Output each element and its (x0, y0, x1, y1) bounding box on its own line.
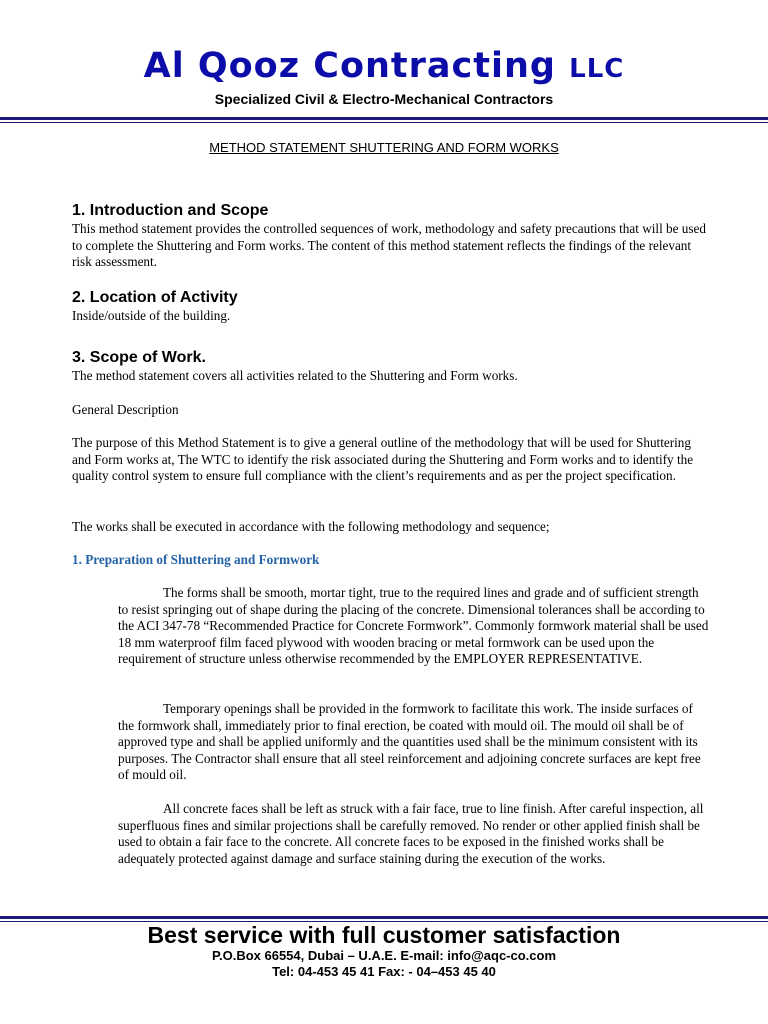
footer-phone: Tel: 04-453 45 41 Fax: - 04–453 45 40 (272, 964, 496, 979)
document-title: METHOD STATEMENT SHUTTERING AND FORM WORKS (209, 140, 559, 155)
section-heading: 2. Location of Activity (72, 289, 238, 306)
company-suffix: LLC (569, 54, 625, 84)
section-heading: 3. Scope of Work. (72, 349, 206, 366)
footer-slogan: Best service with full customer satisfaction (147, 922, 621, 948)
company-tagline: Specialized Civil & Electro-Mechanical Contractors (214, 91, 554, 107)
paragraph-text: Temporary openings shall be provided in the formwork to facilitate this work. The inside surfaces of the formwork shall, immediately prior to final erection, be coated with mould oil. The mould oil shall be of approved type and shall be applied uniformly and the quantities used shall be the minimum consistent with its purposes. The Contractor shall ensure that all steel reinforcement and adjoining concrete surfaces are kept free of mould oil. (118, 701, 701, 782)
section-body: The method statement covers all activities related to the Shuttering and Form works. (72, 368, 518, 383)
company-name-text: Al Qooz Contracting (143, 46, 556, 86)
general-description-label: General Description (72, 402, 179, 417)
paragraph-text: All concrete faces shall be left as struck with a fair face, true to line finish. After careful inspection, all superfluous fines and similar projections shall be carefully removed. No render or other applied finish shall be used to obtain a fair face to the concrete. All concrete faces to be exposed in the finished works shall be adequately protected against damage and surface staining during the execution of the works. (118, 801, 704, 866)
section-body: This method statement provides the controlled sequences of work, methodology and safety precautions that will be used to complete the Shuttering and Form works. The content of this method statement reflects the findings of the relevant risk assessment. (72, 221, 706, 269)
sequence-intro: The works shall be executed in accordance with the following methodology and sequence; (72, 519, 550, 534)
paragraph-text: The forms shall be smooth, mortar tight, true to the required lines and grade and of sufficient strength to resist springing out of shape during the placing of the concrete. Dimensional tolerances shall be according to the ACI 347-78 “Recommended Practice for Concrete Formwork”. Commonly formwork material shall be used 18 mm waterproof film faced plywood with wooden bracing or metal formwork can be used upon the requirement of structure unless otherwise recommended by the EMPLOYER REPRESENTATIVE. (118, 585, 709, 666)
footer-divider (0, 916, 768, 919)
subsection-heading: 1. Preparation of Shuttering and Formwork (72, 552, 320, 567)
section-introduction (72, 201, 712, 271)
subsection-paragraph-3 (72, 801, 712, 867)
company-name (0, 44, 768, 91)
section-heading: 1. Introduction and Scope (72, 202, 269, 219)
footer-address: P.O.Box 66554, Dubai – U.A.E. E-mail: info@aqc-co.com (211, 948, 557, 963)
section-scope (72, 348, 712, 385)
section-location (72, 288, 712, 325)
purpose-paragraph: The purpose of this Method Statement is to give a general outline of the methodology that will be used for Shuttering and Form works at, The WTC to identify the risk associated during the Shuttering and Form works and to identify the quality control system to ensure full compliance with the client’s requirements and as per the project specification. (72, 435, 694, 483)
header-divider (0, 117, 768, 120)
header-divider-thin (0, 122, 768, 123)
section-body: Inside/outside of the building. (72, 308, 231, 323)
subsection-paragraph-2 (72, 701, 712, 784)
subsection-paragraph-1 (72, 585, 712, 668)
